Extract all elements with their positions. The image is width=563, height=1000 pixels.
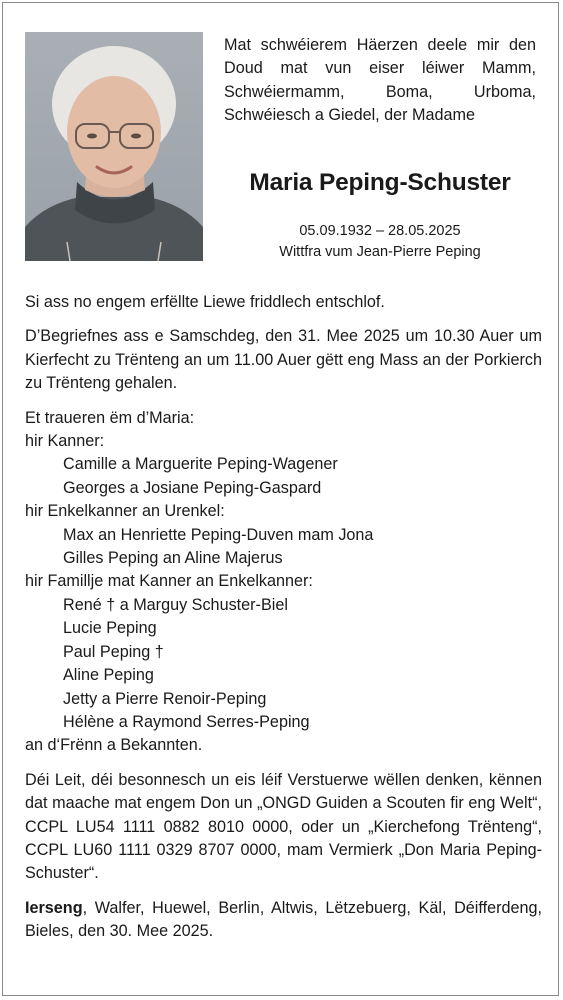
closing-place: Ierseng <box>25 898 83 917</box>
portrait-photo <box>25 32 203 261</box>
children-label: hir Kanner: <box>25 432 105 451</box>
list-item: René † a Marguy Schuster-Biel <box>63 595 288 614</box>
intro-text <box>224 34 536 128</box>
list-item: Lucie Peping <box>63 619 157 638</box>
notice-body <box>25 291 542 944</box>
peaceful-text: Si ass no engem erfëllte Liewe friddlech entschlof. <box>25 293 385 311</box>
list-item: Camille a Marguerite Peping-Wagener <box>63 455 338 474</box>
list-item: Max an Henriette Peping-Duven mam Jona <box>63 525 374 544</box>
list-item: Georges a Josiane Peping-Gaspard <box>63 478 322 497</box>
list-item: Jetty a Pierre Renoir-Peping <box>63 689 267 708</box>
list-item: Paul Peping † <box>63 642 164 661</box>
list-item: Aline Peping <box>63 666 154 685</box>
list-item: Hélène a Raymond Serres-Peping <box>63 712 310 731</box>
widow-of: Wittfra vum Jean-Pierre Peping <box>279 244 481 260</box>
life-dates: 05.09.1932 – 28.05.2025 <box>299 223 461 239</box>
grandchildren-label: hir Enkelkanner an Urenkel: <box>25 502 225 521</box>
deceased-name: Maria Peping-Schuster <box>249 169 511 196</box>
friends-line: an d‘Frënn a Bekannten. <box>25 736 203 755</box>
intro-paragraph: Mat schwéierem Häerzen deele mir den Doud mat vun eiser léiwer Mamm, Schwéiermamm, Boma, Urboma, Schwéiesch a Giedel, der Madame <box>224 36 536 125</box>
funeral-text: D’Begriefnes ass e Samschdeg, den 31. Mee 2025 um 10.30 Auer um Kierfecht zu Trënteng an um 11.00 Auer gëtt eng Mass an der Porkierch zu Trënteng gehalen. <box>25 327 542 393</box>
closing-rest: , Walfer, Huewel, Berlin, Altwis, Lëtzebuerg, Käl, Déifferdeng, Bieles, den 30. Mee 2025. <box>25 898 542 941</box>
donation-text: Déi Leit, déi besonnesch un eis léif Verstuerwe wëllen denken, kënnen dat maache mat engem Don un „ONGD Guiden a Scouten fir eng Welt“, CCPL LU54 1111 0882 8010 0000, oder un „Kierchefong Trënteng“, CCPL LU60 1111 0329 8707 0000, mam Vermierk „Don Maria Peping-Schuster“. <box>25 770 542 883</box>
obituary-card <box>2 2 559 996</box>
list-item: Gilles Peping an Aline Majerus <box>63 549 283 568</box>
closing-line <box>25 897 542 944</box>
family-label: hir Famillje mat Kanner an Enkelkanner: <box>25 572 313 591</box>
mourners-intro: Et traueren ëm d’Maria: <box>25 408 195 427</box>
dates-block <box>224 221 536 263</box>
